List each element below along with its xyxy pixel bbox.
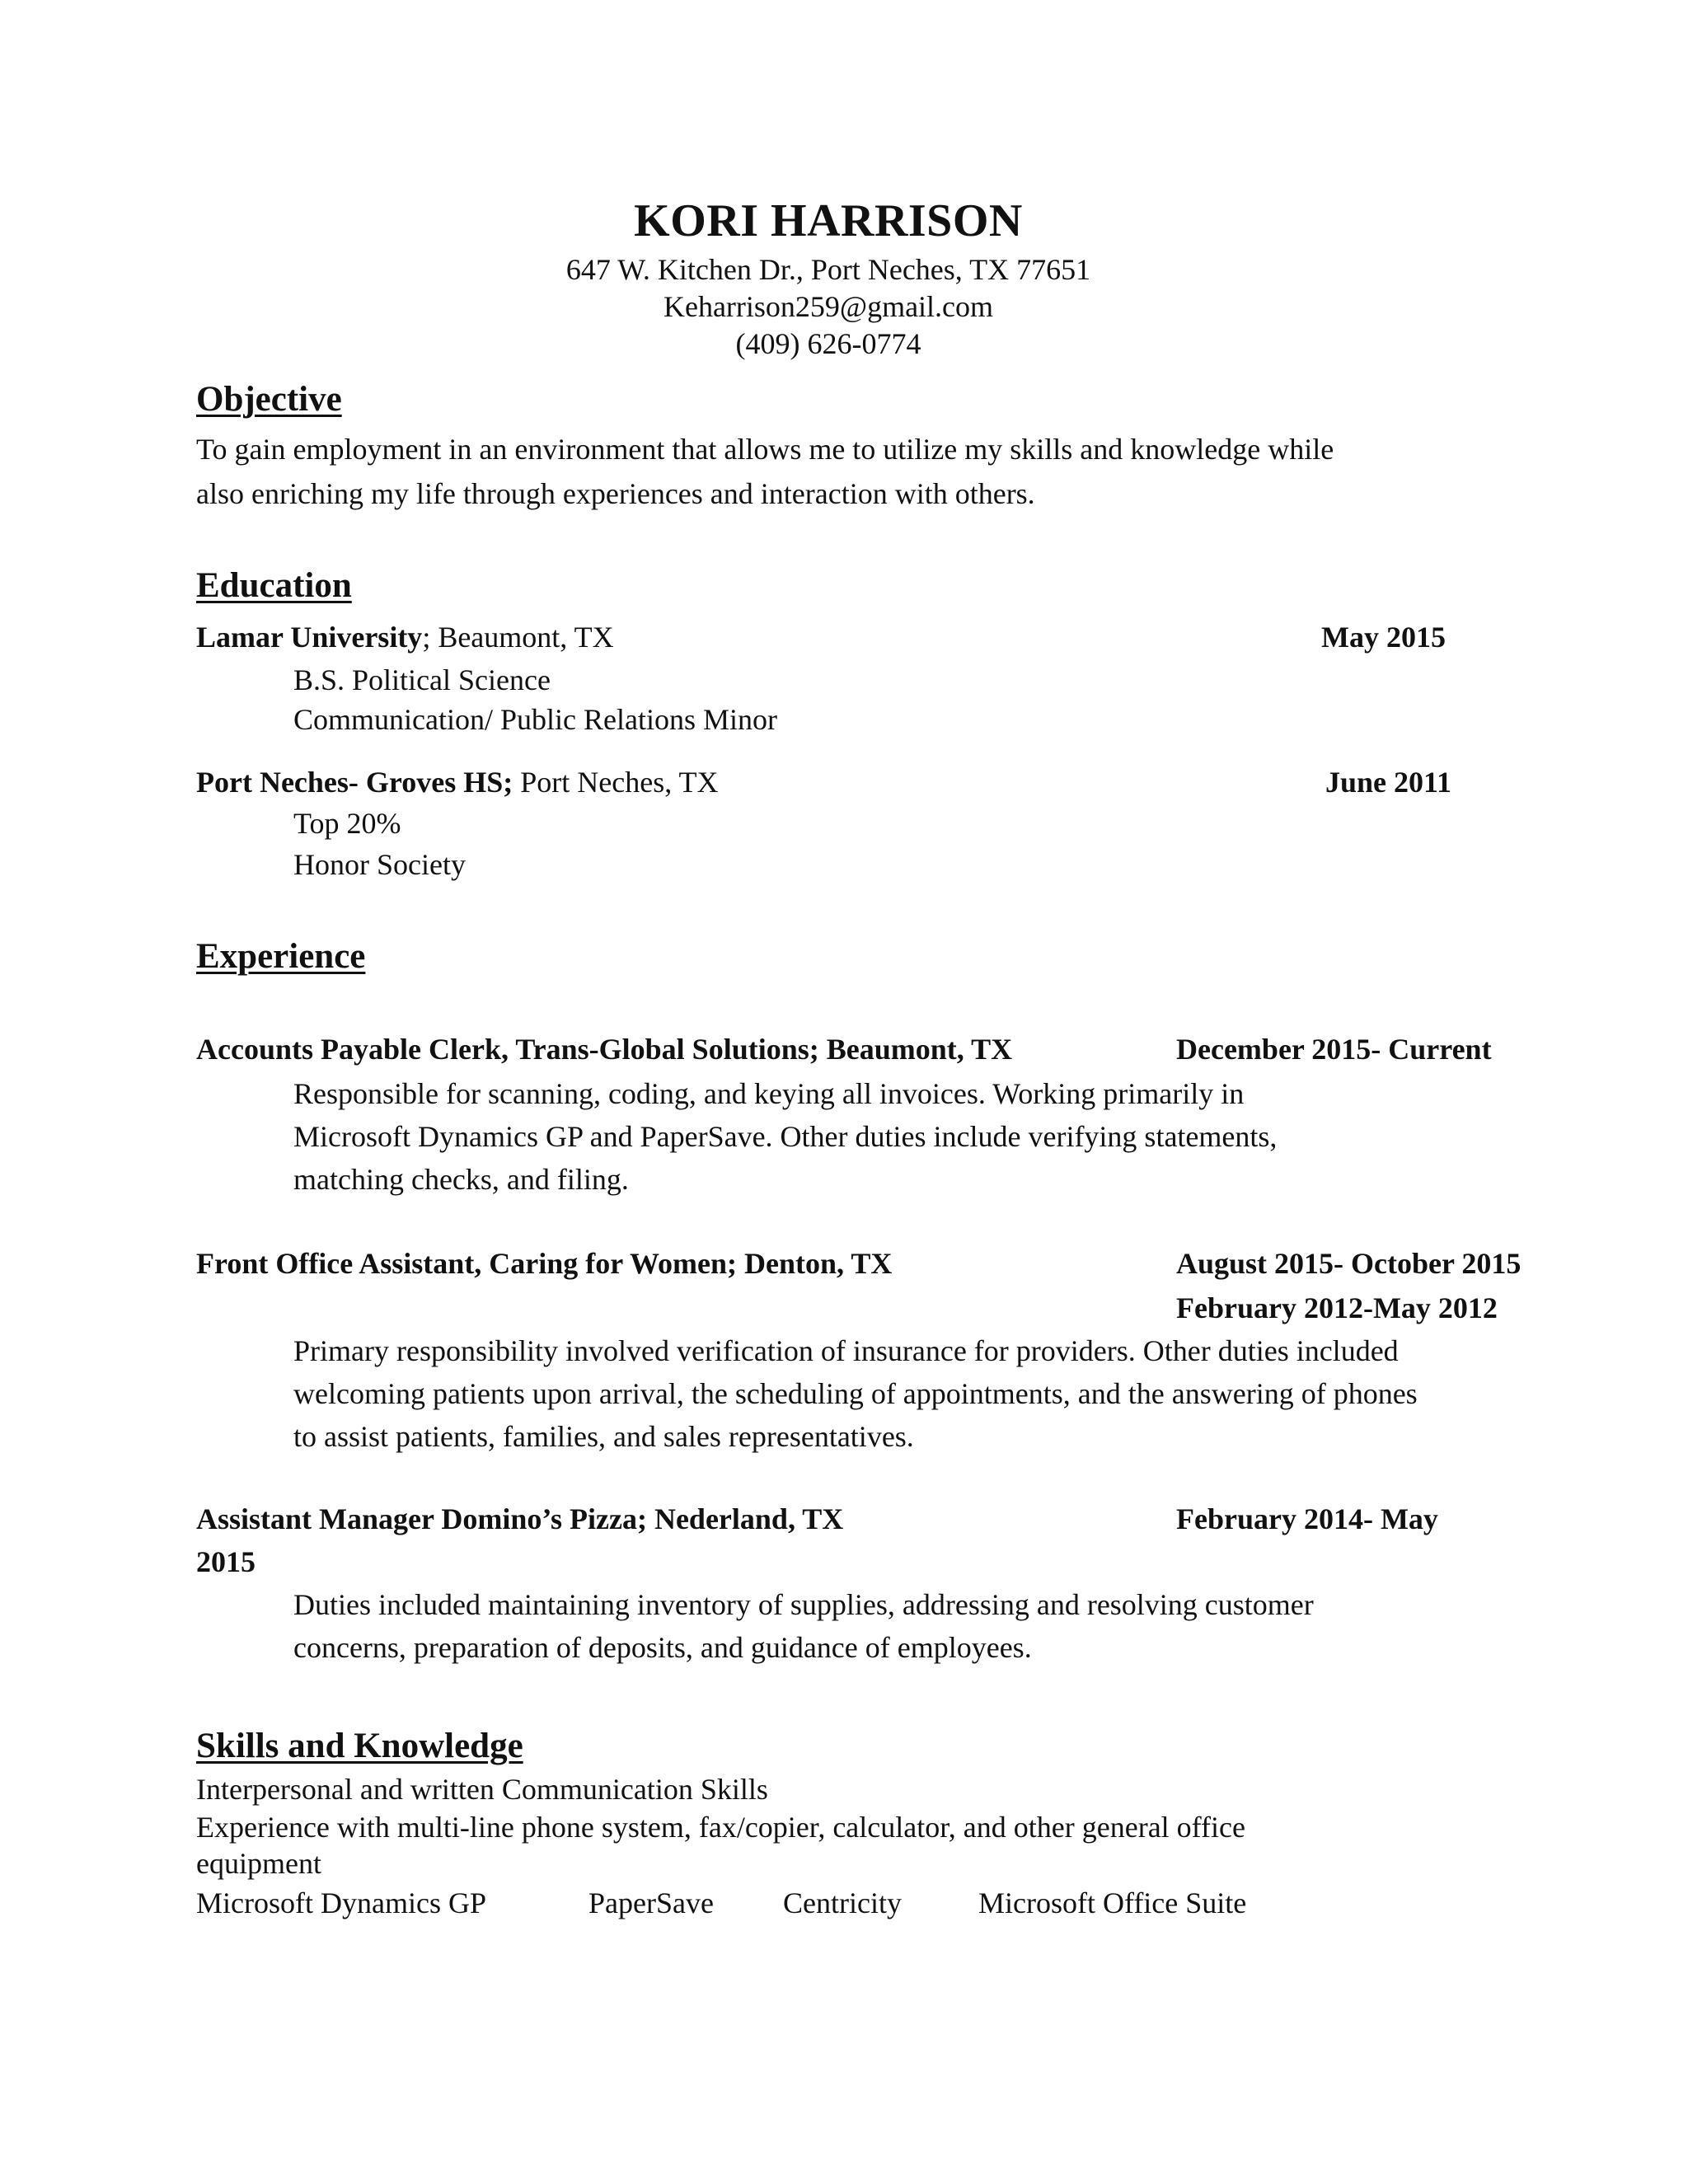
job-description: Duties included maintaining inventory of supplies, addressing and resolving customer <box>293 1588 1314 1621</box>
software-item: Microsoft Dynamics GP <box>196 1886 486 1919</box>
objective-line: To gain employment in an environment that allows me to utilize my skills and knowledge while <box>196 433 1334 466</box>
job-description: welcoming patients upon arrival, the scheduling of appointments, and the answering of phones <box>293 1377 1418 1410</box>
job-description: concerns, preparation of deposits, and guidance of employees. <box>293 1631 1032 1664</box>
school-entry <box>196 765 719 799</box>
address: 647 W. Kitchen Dr., Port Neches, TX 77651 <box>565 253 1091 286</box>
job-date: December 2015- Current <box>1176 1033 1492 1066</box>
objective-line: also enriching my life through experiences and interaction with others. <box>196 477 1035 510</box>
skill-line: Interpersonal and written Communication Skills <box>196 1773 768 1806</box>
email: Keharrison259@gmail.com <box>663 290 994 323</box>
school-name: Port Neches- Groves HS; <box>196 766 513 799</box>
applicant-name: KORI HARRISON <box>634 195 1023 246</box>
software-item: Microsoft Office Suite <box>978 1886 1247 1919</box>
job-date: February 2014- May <box>1176 1502 1438 1535</box>
skill-line: equipment <box>196 1847 321 1880</box>
school-detail: B.S. Political Science <box>293 663 551 696</box>
school-detail: Top 20% <box>293 807 401 840</box>
software-item: Centricity <box>783 1886 902 1919</box>
skill-line: Experience with multi-line phone system, fax/copier, calculator, and other general office <box>196 1811 1245 1844</box>
job-description: to assist patients, families, and sales representatives. <box>293 1420 914 1453</box>
school-detail: Communication/ Public Relations Minor <box>293 703 777 736</box>
school-entry <box>196 620 614 654</box>
job-description: Primary responsibility involved verification of insurance for providers. Other duties included <box>293 1334 1399 1367</box>
job-description: matching checks, and filing. <box>293 1163 629 1196</box>
school-date: June 2011 <box>1325 766 1452 799</box>
phone: (409) 626-0774 <box>735 327 921 360</box>
job-date: August 2015- October 2015 <box>1176 1247 1522 1280</box>
software-item: PaperSave <box>588 1886 714 1919</box>
school-location: Port Neches, TX <box>513 766 719 799</box>
experience-heading: Experience <box>196 937 366 976</box>
job-description: Responsible for scanning, coding, and keying all invoices. Working primarily in <box>293 1077 1245 1110</box>
school-location: ; Beaumont, TX <box>422 621 614 654</box>
job-description: Microsoft Dynamics GP and PaperSave. Other duties include verifying statements, <box>293 1120 1278 1153</box>
job-title: Assistant Manager Domino’s Pizza; Nederland, TX <box>196 1502 844 1535</box>
school-name: Lamar University <box>196 621 423 654</box>
job-title: Accounts Payable Clerk, Trans-Global Solutions; Beaumont, TX <box>196 1033 1013 1066</box>
job-date: February 2012-May 2012 <box>1176 1291 1498 1324</box>
objective-heading: Objective <box>196 380 342 419</box>
skills-heading: Skills and Knowledge <box>196 1727 523 1765</box>
job-title: Front Office Assistant, Caring for Women; Denton, TX <box>196 1247 893 1280</box>
job-date: 2015 <box>196 1545 256 1578</box>
school-date: May 2015 <box>1321 621 1446 654</box>
school-detail: Honor Society <box>293 848 466 881</box>
education-heading: Education <box>196 566 352 605</box>
